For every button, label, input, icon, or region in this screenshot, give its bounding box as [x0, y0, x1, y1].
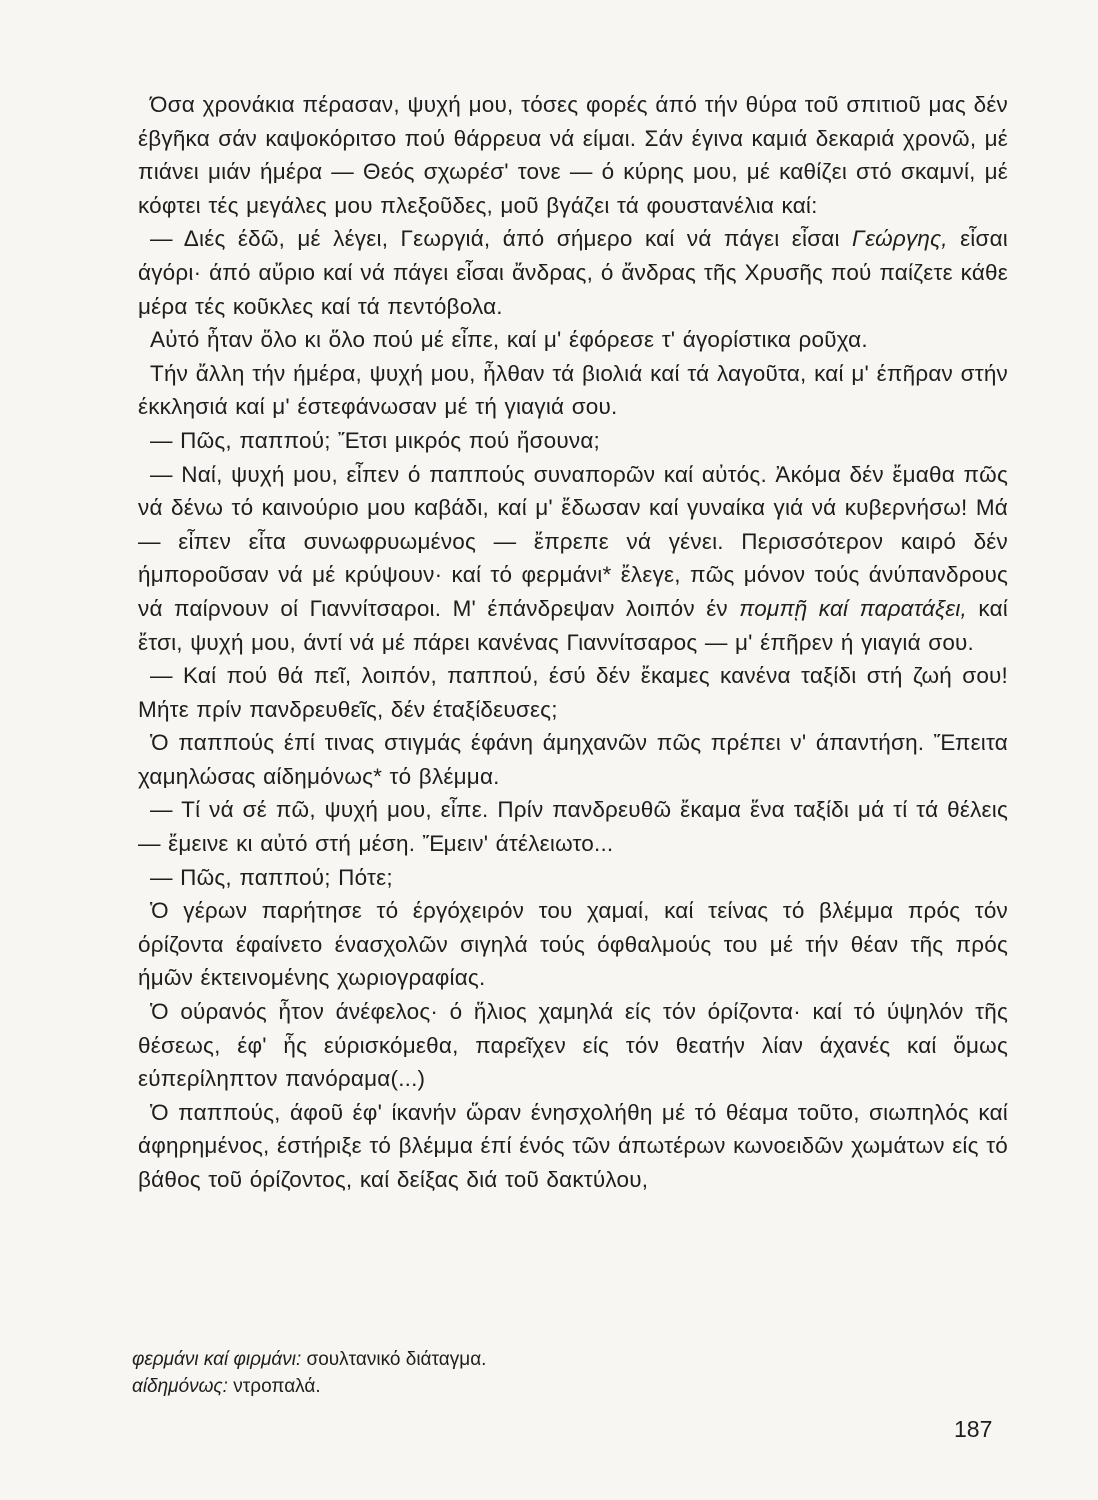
paragraph: — Πῶς, παππού; Ἔτσι μικρός πού ἤσουνα; [150, 427, 600, 453]
paragraph-text: εἶσαι άγόρι· άπό αὔριο καί νά πάγει εἶσαι ἄνδρας, ό ἄνδρας τῆς Χρυσῆς πού παίζετε κάθε μέρα τές κοῦκλες καί τά πεντόβολα. [138, 226, 1008, 319]
paragraph: — Καί πού θά πεῖ, λοιπόν, παππού, έσύ δέν ἔκαμες κανένα ταξίδι στή ζωή σου! Μήτε πρίν πανδρευθεῖς, δέν έταξίδευσες; [138, 663, 1008, 722]
paragraph: Ὁ ούρανός ἦτον άνέφελος· ό ἥλιος χαμηλά είς τόν όρίζοντα· καί τό ύψηλόν τῆς θέσεως, έφ' ἧς εύρισκόμεθα, παρεῖχεν είς τόν θεατήν λίαν άχανές καί ὅμως εύπερίληπτον πανόραμα(...) [138, 999, 1008, 1092]
paragraph: Ὁ γέρων παρήτησε τό έργόχειρόν του χαμαί, καί τείνας τό βλέμμα πρός τόν όρίζοντα έφαίνετο ένασχολῶν σιγηλά τούς όφθαλμούς του μέ τήν θέαν τῆς πρός ήμῶν έκτεινομένης χωριογραφίας. [138, 898, 1008, 991]
paragraph [138, 222, 1008, 323]
paragraph: Αὐτό ἦταν ὅλο κι ὅλο πού μέ εἶπε, καί μ' έφόρεσε τ' άγορίστικα ροῦχα. [150, 327, 868, 353]
page-number: 187 [954, 1416, 993, 1442]
paragraph [138, 458, 1008, 660]
italic-text: Γεώργης, [852, 226, 948, 252]
paragraph: Ὁ παππούς, άφοῦ έφ' ίκανήν ὥραν ένησχολήθη μέ τό θέαμα τοῦτο, σιωπηλός καί άφηρημένος, έστήριξε τό βλέμμα έπί ένός τῶν άπωτέρων κωνοειδῶν χωμάτων είς τό βάθος τοῦ όρίζοντος, καί δείξας διά τοῦ δακτύλου, [138, 1099, 1008, 1192]
footnote-definition: ντροπαλά. [233, 1376, 321, 1397]
paragraph: Ὁ παππούς έπί τινας στιγμάς έφάνη άμηχανῶν πῶς πρέπει ν' άπαντήση. Ἔπειτα χαμηλώσας αίδημόνως* τό βλέμμα. [138, 730, 1008, 789]
paragraph: Όσα χρονάκια πέρασαν, ψυχή μου, τόσες φορές άπό τήν θύρα τοῦ σπιτιοῦ μας δέν έβγῆκα σάν καψοκόριτσο πού θάρρευα νά είμαι. Σάν έγινα καμιά δεκαριά χρονῶ, μέ πιάνει μιάν ήμέρα — Θεός σχωρέσ' τονε — ό κύρης μου, μέ καθίζει στό σκαμνί, μέ κόφτει τές μεγάλες μου πλεξοῦδες, μοῦ βγάζει τά φουστανέλια καί: [138, 92, 1008, 218]
footnote [132, 1373, 832, 1400]
paragraph-text: καί ἔτσι, ψυχή μου, άντί νά μέ πάρει κανένας Γιαννίτσαρος — μ' έπῆρεν ή γιαγιά σου. [138, 595, 1008, 655]
footnote-term: φερμάνι καί φιρμάνι: [132, 1349, 302, 1370]
footnote-definition: σουλτανικό διάταγμα. [306, 1349, 487, 1370]
paragraph-text: — Διές έδῶ, μέ λέγει, Γεωργιά, άπό σήμερο καί νά πάγει εἶσαι [150, 226, 853, 252]
paragraph-text: — Ναί, ψυχή μου, εἶπεν ό παππούς συναπορῶν καί αὐτός. Ἀκόμα δέν ἔμαθα πῶς νά δένω τό καινούριο μου καβάδι, καί μ' ἔδωσαν καί γυναίκα γιά νά κυβερνήσω! Μά — εἶπεν εἶτα συνωφρυωμένος — ἔπρεπε νά γένει. Περισσότερον καιρό δέν ήμποροῦσαν νά μέ κρύψουν· καί τό φερμάνι* ἔλεγε, πῶς μόνον τούς άνύπανδρους νά παίρνουν οί Γιαννίτσαροι. Μ' έπάνδρεψαν λοιπόν έν [138, 461, 1008, 621]
body-text [138, 88, 1008, 1197]
footnotes [132, 1346, 832, 1400]
paragraph: — Πῶς, παππού; Πότε; [150, 864, 393, 890]
paragraph: — Τί νά σέ πῶ, ψυχή μου, εἶπε. Πρίν πανδρευθῶ ἔκαμα ἕνα ταξίδι μά τί τά θέλεις — ἔμεινε κι αὐτό στή μέση. Ἔμειν' άτέλειωτο... [138, 797, 1008, 857]
paragraph: Τήν ἄλλη τήν ήμέρα, ψυχή μου, ἦλθαν τά βιολιά καί τά λαγοῦτα, καί μ' έπῆραν στήν έκκλησιά καί μ' έστεφάνωσαν μέ τή γιαγιά σου. [138, 360, 1008, 420]
italic-text: πομπῇ καί παρατάξει, [739, 595, 968, 621]
footnote-term: αίδημόνως: [132, 1376, 228, 1397]
footnote [132, 1346, 832, 1373]
